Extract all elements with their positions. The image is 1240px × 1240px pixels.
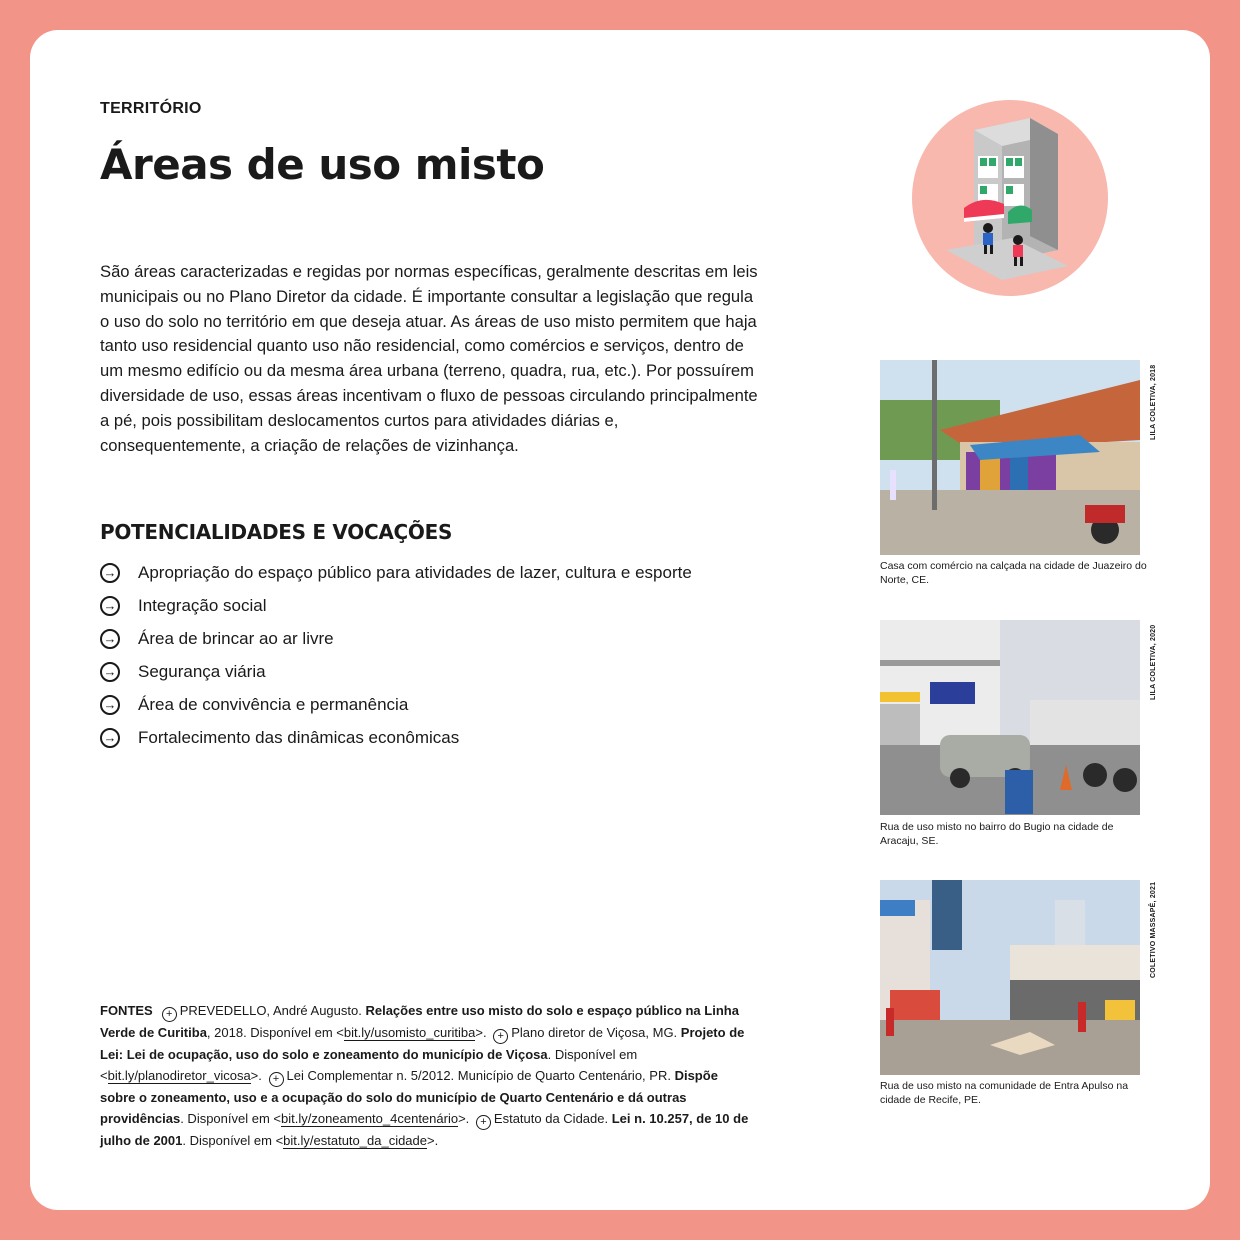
potential-title: POTENCIALIDADES E VOCAÇÕES [100,520,453,544]
street-photo [880,620,1140,815]
photo-caption: Casa com comércio na calçada na cidade de Juazeiro do Norte, CE. [880,560,1147,586]
mixed-use-building-illustration [912,100,1108,296]
plus-circle-icon: + [269,1072,284,1087]
photo-aracaju [880,620,1140,815]
arrow-circle-right-icon: → [100,629,120,649]
plus-circle-icon: + [162,1007,177,1022]
source-link[interactable]: bit.ly/usomisto_curitiba [343,1025,476,1040]
plus-circle-icon: + [493,1029,508,1044]
street-photo [880,360,1140,555]
photo-caption: Rua de uso misto no bairro do Bugio na cidade de Aracaju, SE. [880,821,1114,847]
page-title: Áreas de uso misto [100,140,545,189]
list-item: → Integração social [100,589,692,622]
street-photo [880,880,1140,1075]
source-link[interactable]: bit.ly/planodiretor_vicosa [107,1068,251,1083]
building-icon [912,100,1108,296]
intro-paragraph: São áreas caracterizadas e regidas por normas específicas, geralmente descritas em leis municipais ou no Plano Diretor da cidade. É importante consultar a legislação que regula o uso do solo no território em que deseja atuar. As áreas de uso misto permitem que haja tanto uso residencial quanto uso não residencial, como comércios e serviços, dentro de um mesmo edifício ou da mesma área urbana (terreno, quadra, rua, etc.). Por possuírem diversidade de uso, essas áreas incentivam o fluxo de pessoas circulando principalmente a pé, pois possibilitam deslocamentos curtos para atividades diárias e, consequentemente, a criação de relações de vizinhança. [100,262,758,455]
arrow-circle-right-icon: → [100,695,120,715]
list-item: → Área de convivência e permanência [100,688,692,721]
list-item: → Área de brincar ao ar livre [100,622,692,655]
list-item: → Fortalecimento das dinâmicas econômicas [100,721,692,754]
arrow-circle-right-icon: → [100,596,120,616]
arrow-circle-right-icon: → [100,563,120,583]
sources-block: FONTES + PREVEDELLO, André Augusto. Relações entre uso misto do solo e espaço público na Linha Verde de Curitiba, 2018. Disponível em <bit.ly/usomisto_curitiba>. + Plano diretor de Viçosa, MG. Projeto de Lei: Lei de ocupação, uso do solo e zoneamento do município de Viçosa. Disponível em <bit.ly/planodiretor_vicosa>. + Lei Complementar n. 5/2012. Município de Quarto Centenário, PR. Dispõe sobre o zoneamento, uso e a ocupação do solo do município de Quarto Centenário e dá outras providências. Disponível em <bit.ly/zoneamento_4centenário>. + Estatuto da Cidade. Lei n. 10.257, de 10 de julho de 2001. Disponível em <bit.ly/estatuto_da_cidade>. [100,1003,749,1148]
potential-list [100,556,692,754]
photo-credit: LILA COLETIVA, 2018 [1150,364,1157,440]
photo-caption: Rua de uso misto na comunidade de Entra Apulso na cidade de Recife, PE. [880,1080,1129,1106]
photo-credit: LILA COLETIVA, 2020 [1150,624,1157,700]
photo-credit: COLETIVO MASSAPÊ, 2021 [1150,881,1157,978]
list-item: → Segurança viária [100,655,692,688]
plus-circle-icon: + [476,1115,491,1130]
sources-label: FONTES [100,1003,153,1018]
photo-recife [880,880,1140,1075]
section-eyebrow: TERRITÓRIO [100,100,202,117]
arrow-circle-right-icon: → [100,662,120,682]
arrow-circle-right-icon: → [100,728,120,748]
photo-juazeiro [880,360,1140,555]
list-item: → Apropriação do espaço público para atividades de lazer, cultura e esporte [100,556,692,589]
source-link[interactable]: bit.ly/zoneamento_4centenário [281,1111,459,1126]
source-link[interactable]: bit.ly/estatuto_da_cidade [283,1133,427,1148]
